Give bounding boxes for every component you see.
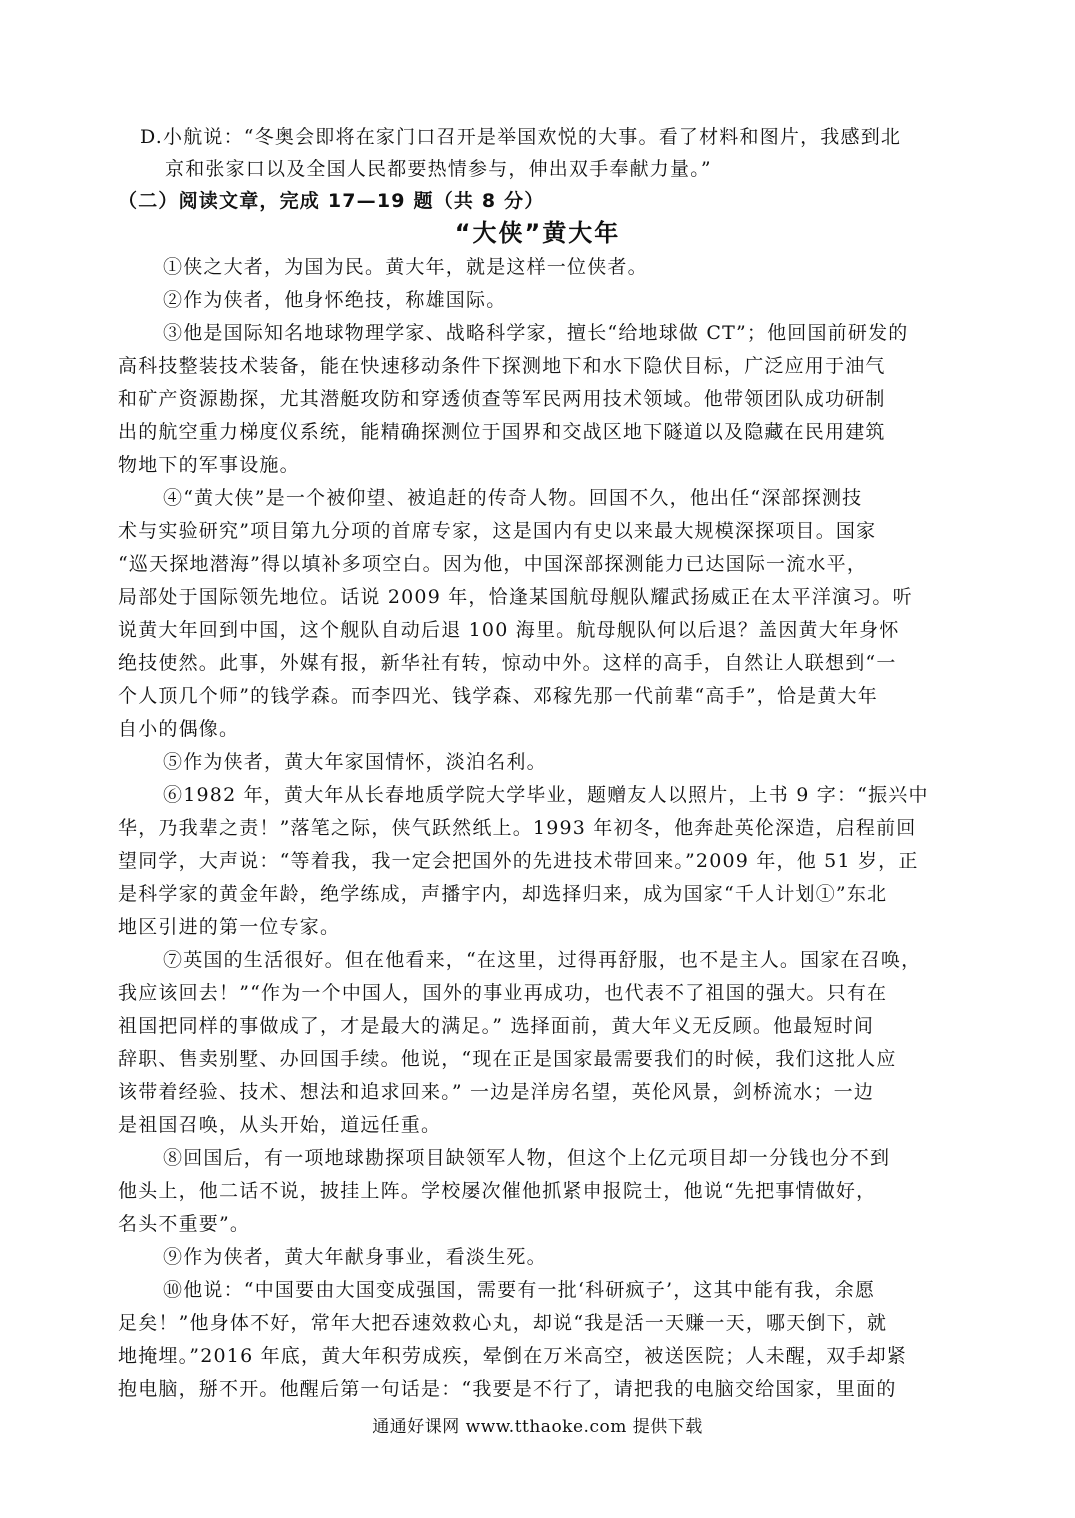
footer-source: 通通好课网 www.tthaoke.com 提供下载 [372, 1417, 703, 1437]
option-d-line-1: D.小航说：“冬奥会即将在家门口召开是举国欢悦的大事。看了材料和图片，我感到北 [140, 126, 902, 148]
paragraph-4-line-8: 自小的偶像。 [118, 718, 240, 740]
paragraph-3-line-1: ③他是国际知名地球物理学家、战略科学家，擅长“给地球做 CT”；他回国前研发的 [163, 322, 909, 344]
paragraph-4-line-4: 局部处于国际领先地位。话说 2009 年，恰逢某国航母舰队耀武扬威正在太平洋演习。听 [118, 586, 913, 608]
paragraph-8-line-2: 他头上，他二话不说，披挂上阵。学校屡次催他抓紧申报院士，他说“先把事情做好， [118, 1180, 877, 1202]
paragraph-1-line-1: ①侠之大者，为国为民。黄大年，就是这样一位侠者。 [163, 256, 648, 278]
paragraph-7-line-6: 是祖国召唤，从头开始，道远任重。 [118, 1114, 442, 1136]
paragraph-9-line-1: ⑨作为侠者，黄大年献身事业，看淡生死。 [163, 1246, 547, 1268]
paragraph-6-line-2: 华，乃我辈之责！”落笔之际，侠气跃然纸上。1993 年初冬，他奔赴英伦深造，启程前回 [118, 817, 917, 839]
paragraph-3-line-3: 和矿产资源勘探，尤其潜艇攻防和穿透侦查等军民两用技术领域。他带领团队成功研制 [118, 388, 886, 410]
paragraph-6-line-4: 是科学家的黄金年龄，绝学练成，声播宇内，却选择归来，成为国家“千人计划①”东北 [118, 883, 888, 905]
paragraph-4-line-7: 个人顶几个师”的钱学森。而李四光、钱学森、邓稼先那一代前辈“高手”，恰是黄大年 [118, 685, 878, 707]
paragraph-4-line-3: “巡天探地潜海”得以填补多项空白。因为他，中国深部探测能力已达国际一流水平， [118, 553, 868, 575]
paragraph-8-line-3: 名头不重要”。 [118, 1213, 251, 1235]
paragraph-4-line-2: 术与实验研究”项目第九分项的首席专家，这是国内有史以来最大规模深探项目。国家 [118, 520, 877, 542]
paragraph-3-line-2: 高科技整装技术装备，能在快速移动条件下探测地下和水下隐伏目标，广泛应用于油气 [118, 355, 886, 377]
section-heading: （二）阅读文章，完成 17—19 题（共 8 分） [118, 190, 545, 212]
paragraph-6-line-1: ⑥1982 年，黄大年从长春地质学院大学毕业，题赠友人以照片，上书 9 字：“振兴中 [163, 784, 929, 806]
paragraph-7-line-3: 祖国把同样的事做成了，才是最大的满足。” 选择面前，黄大年义无反顾。他最短时间 [118, 1015, 875, 1037]
paragraph-2-line-1: ②作为侠者，他身怀绝技，称雄国际。 [163, 289, 507, 311]
paragraph-5-line-1: ⑤作为侠者，黄大年家国情怀，淡泊名利。 [163, 751, 547, 773]
paragraph-3-line-4: 出的航空重力梯度仪系统，能精确探测位于国界和交战区地下隧道以及隐藏在民用建筑 [118, 421, 886, 443]
paragraph-8-line-1: ⑧回国后，有一项地球勘探项目缺领军人物，但这个上亿元项目却一分钱也分不到 [163, 1147, 891, 1169]
paragraph-6-line-5: 地区引进的第一位专家。 [118, 916, 341, 938]
paragraph-4-line-6: 绝技使然。此事，外媒有报，新华社有转，惊动中外。这样的高手，自然让人联想到“一 [118, 652, 897, 674]
option-d-line-2: 京和张家口以及全国人民都要热情参与，伸出双手奉献力量。” [165, 158, 712, 180]
article-title: “大侠”黄大年 [454, 219, 621, 247]
paragraph-10-line-2: 足矣！”他身体不好，常年大把吞速效救心丸，却说“我是活一天赚一天，哪天倒下，就 [118, 1312, 888, 1334]
paragraph-7-line-1: ⑦英国的生活很好。但在他看来，“在这里，过得再舒服，也不是主人。国家在召唤， [163, 949, 922, 971]
paragraph-4-line-5: 说黄大年回到中国，这个舰队自动后退 100 海里。航母舰队何以后退？盖因黄大年身怀 [118, 619, 900, 641]
paragraph-4-line-1: ④“黄大侠”是一个被仰望、被追赶的传奇人物。回国不久，他出任“深部探测技 [163, 487, 863, 509]
paragraph-7-line-4: 辞职、售卖别墅、办回国手续。他说，“现在正是国家最需要我们的时候，我们这批人应 [118, 1048, 897, 1070]
paragraph-10-line-3: 地掩埋。”2016 年底，黄大年积劳成疾，晕倒在万米高空，被送医院；人未醒，双手却紧 [118, 1345, 908, 1367]
paragraph-7-line-2: 我应该回去！”“作为一个中国人，国外的事业再成功，也代表不了祖国的强大。只有在 [118, 982, 888, 1004]
paragraph-6-line-3: 望同学，大声说：“等着我，我一定会把国外的先进技术带回来。”2009 年，他 51 岁，正 [118, 850, 919, 872]
paragraph-10-line-4: 抱电脑，掰不开。他醒后第一句话是：“我要是不行了，请把我的电脑交给国家，里面的 [118, 1378, 897, 1400]
paragraph-3-line-5: 物地下的军事设施。 [118, 454, 300, 476]
paragraph-7-line-5: 该带着经验、技术、想法和追求回来。” 一边是洋房名望，英伦风景，剑桥流水；一边 [118, 1081, 875, 1103]
paragraph-10-line-1: ⑩他说：“中国要由大国变成强国，需要有一批‘科研疯子’，这其中能有我，余愿 [163, 1279, 876, 1301]
